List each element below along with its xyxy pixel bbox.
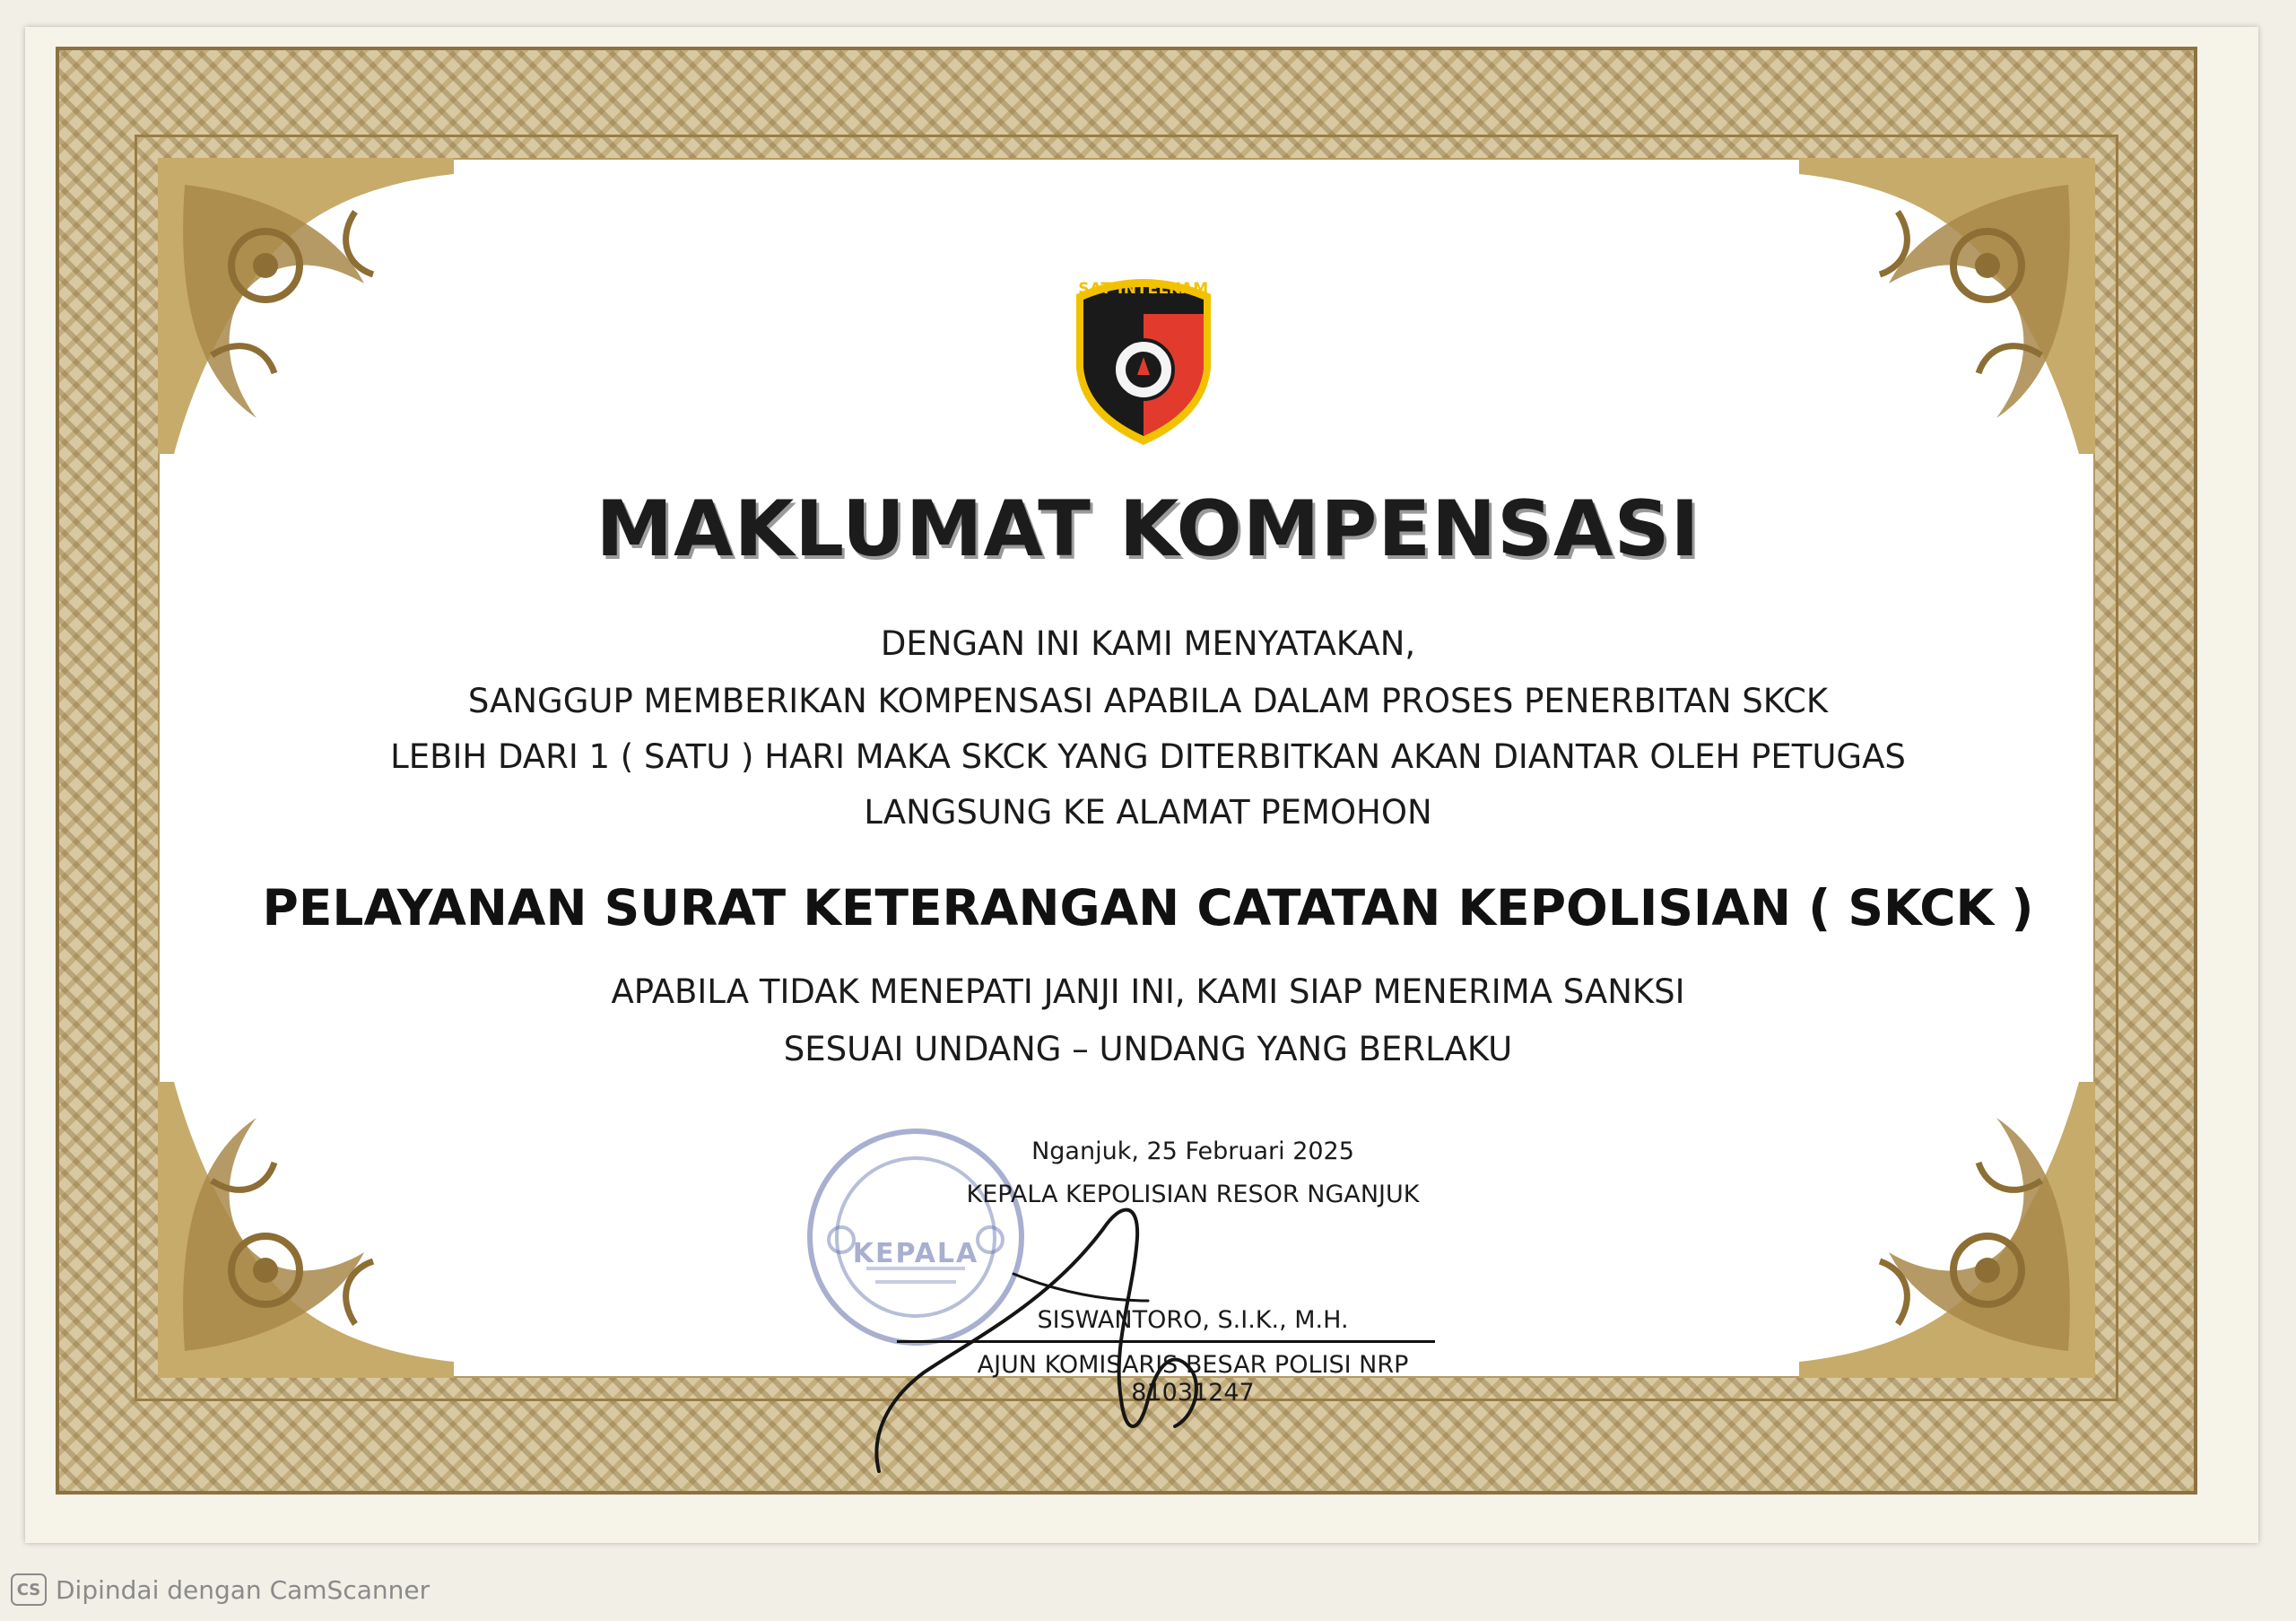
warning-line: APABILA TIDAK MENEPATI JANJI INI, KAMI SIAP MENERIMA SANKSI	[611, 972, 1685, 1011]
service-title: PELAYANAN SURAT KETERANGAN CATATAN KEPOLISIAN ( SKCK )	[262, 879, 2034, 937]
watermark-text: Dipindai dengan CamScanner	[56, 1574, 430, 1605]
statement-line: DENGAN INI KAMI MENYATAKAN,	[880, 624, 1416, 663]
corner-ornament-icon	[158, 158, 454, 454]
signatory-name: SISWANTORO, S.I.K., M.H.	[1037, 1306, 1349, 1334]
corner-ornament-icon	[158, 1082, 454, 1378]
statement-line: LANGSUNG KE ALAMAT PEMOHON	[864, 793, 1432, 832]
scanner-watermark	[11, 1572, 430, 1608]
camscanner-logo-icon: CS	[11, 1573, 47, 1606]
signatory-rank: AJUN KOMISARIS BESAR POLISI NRP 81031247	[977, 1351, 1409, 1407]
page-title: MAKLUMAT KOMPENSASI	[596, 484, 1700, 574]
warning-line: SESUAI UNDANG – UNDANG YANG BERLAKU	[783, 1030, 1513, 1068]
corner-ornament-icon	[1799, 158, 2095, 454]
handwritten-signature	[852, 1166, 1283, 1489]
statement-line: LEBIH DARI 1 ( SATU ) HARI MAKA SKCK YANG DITERBITKAN AKAN DIANTAR OLEH PETUGAS	[390, 737, 1906, 776]
emblem-label: SAT INTELKAM	[1078, 280, 1209, 298]
corner-ornament-icon	[1799, 1082, 2095, 1378]
signatory-position: KEPALA KEPOLISIAN RESOR NGANJUK	[966, 1181, 1420, 1208]
statement-line: SANGGUP MEMBERIKAN KOMPENSASI APABILA DALAM PROSES PENERBITAN SKCK	[467, 682, 1829, 720]
stamp-label: KEPALA	[852, 1238, 979, 1269]
place-date: Nganjuk, 25 Februari 2025	[1031, 1137, 1354, 1165]
